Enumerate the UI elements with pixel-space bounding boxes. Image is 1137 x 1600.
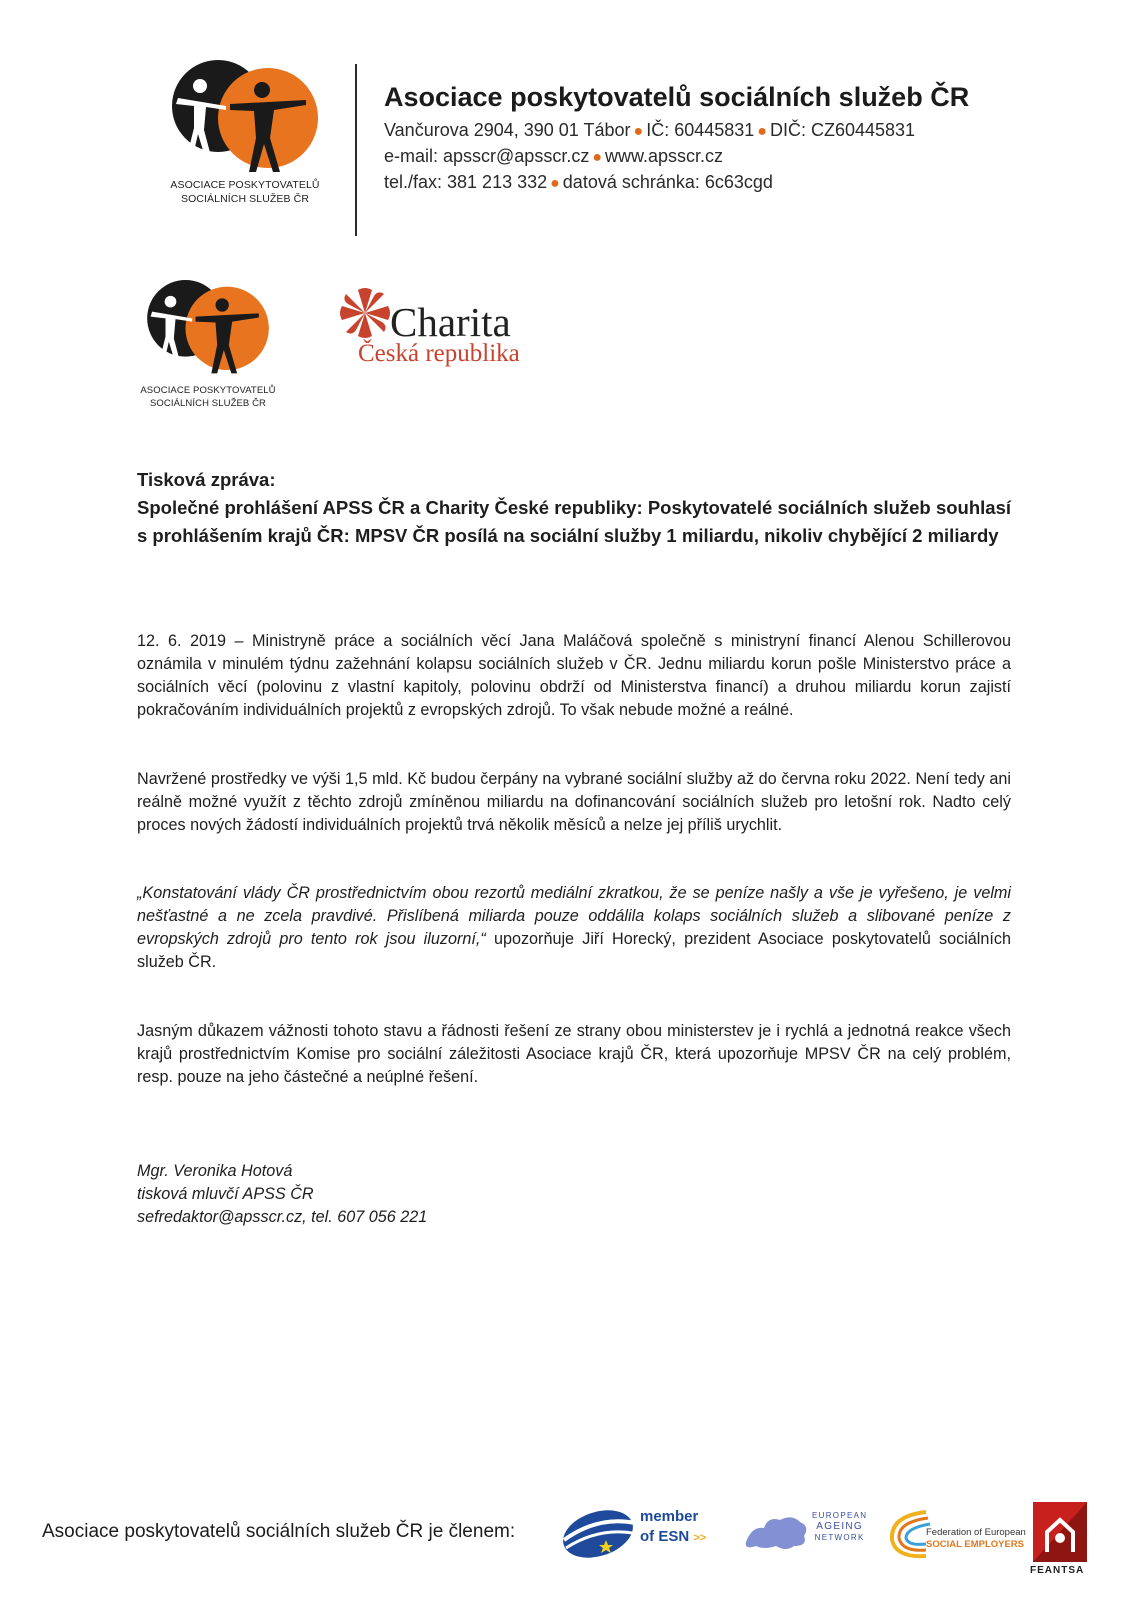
ean-line3: NETWORK (814, 1533, 865, 1542)
article-headline: Společné prohlášení APSS ČR a Charity České republiky: Poskytovatelé sociálních služeb souhlasí s prohlášením krajů ČR: MPSV ČR posílá na sociální služby 1 miliardu, nikoliv chybějící 2 miliardy (137, 497, 1011, 546)
apss-partner-caption (135, 384, 281, 410)
bullet-icon: ● (592, 149, 602, 166)
logo-caption-line2: SOCIÁLNÍCH SLUŽEB ČR (180, 193, 310, 205)
fese-line2: SOCIAL EMPLOYERS (926, 1539, 1025, 1550)
apss-logo-partner (140, 280, 276, 410)
partner-caption-line2: SOCIÁLNÍCH SLUŽEB ČR (149, 398, 267, 409)
article-heading (137, 466, 1011, 550)
header-divider (355, 64, 357, 236)
esn-of-esn: of ESN (640, 1528, 690, 1545)
fese-line1: Federation of European (926, 1527, 1026, 1538)
org-web[interactable]: www.apsscr.cz (605, 146, 724, 166)
charita-logo-subtitle: Česká republika (358, 340, 520, 367)
paragraph-4: Jasným důkazem vážnosti tohoto stavu a řádnosti řešení ze strany obou ministerstev je i rychlá a jednotná reakce všech krajů prostřednictvím Komise pro sociální záležitosti Asociace krajů ČR, která upozorňuje MPSV ČR na celý problém, resp. pouze na jeho částečné a neúplné řešení. (137, 1022, 1011, 1086)
signature-name: Mgr. Veronika Hotová (137, 1162, 293, 1180)
charita-logo-word: Charita (390, 299, 511, 345)
feantsa-logo-icon (1033, 1502, 1087, 1562)
org-ic: IČ: 60445831 (646, 120, 755, 140)
signature-role: tisková mluvčí APSS ČR (137, 1185, 314, 1203)
esn-of-esn-line (640, 1528, 706, 1545)
ean-wordmark (812, 1510, 867, 1543)
org-contact-line (384, 146, 723, 167)
paragraph-2: Navržené prostředky ve výši 1,5 mld. Kč budou čerpány na vybrané sociální služby až do června roku 2022. Není tedy ani reálně možné využít z těchto zdrojů zmíněnou miliardu na dofinancování sociálních služeb pro letošní rok. Nadto celý proces nových žádostí individuálních projektů trvá několik měsíců a nelze jej příliš urychlit. (137, 770, 1011, 834)
paragraph-1: 12. 6. 2019 – Ministryně práce a sociálních věcí Jana Maláčová společně s ministryní financí Alenou Schillerovou oznámila v minulém týdnu zažehnání kolapsu sociálních služeb v ČR. Jednu miliardu korun pošle Ministerstvo práce a sociálních věcí (polovinu z vlastní kapitoly, polovinu obdrží od Ministerstva financí) a druhou miliardu korun zajistí pokračováním individuálních projektů z evropských zdrojů. To však nebude možné a reálné. (137, 632, 1011, 719)
press-label: Tisková zpráva: (137, 469, 276, 490)
org-email[interactable]: e-mail: apsscr@apsscr.cz (384, 146, 590, 166)
org-phone: tel./fax: 381 213 332 (384, 172, 548, 192)
bullet-icon: ● (757, 123, 767, 140)
org-address-line (384, 120, 915, 141)
feantsa-wordmark: FEANTSA (1030, 1565, 1085, 1576)
org-name: Asociace poskytovatelů sociálních služeb ČR (384, 82, 970, 112)
charita-cross-icon (338, 286, 392, 340)
apss-logo-figures-icon (170, 60, 320, 180)
signature-contact[interactable]: sefredaktor@apsscr.cz, tel. 607 056 221 (137, 1208, 428, 1226)
org-address: Vančurova 2904, 390 01 Tábor (384, 120, 631, 140)
esn-member-line: member (640, 1508, 699, 1525)
bullet-icon: ● (550, 175, 560, 192)
org-phone-line (384, 172, 773, 193)
quote-attribution: upozorňuje Jiří Horecký, prezident Asociace poskytovatelů sociálních služeb ČR. (137, 930, 1011, 971)
apss-logo-figures-icon (143, 280, 273, 380)
membership-statement: Asociace poskytovatelů sociálních služeb ČR je členem: (42, 1521, 516, 1542)
org-databox: datová schránka: 6c63cgd (562, 172, 773, 192)
partner-caption-line1: ASOCIACE POSKYTOVATELŮ (140, 385, 276, 396)
bullet-icon: ● (633, 123, 644, 140)
paragraph-3 (137, 882, 1011, 974)
quote-text: „Konstatování vlády ČR prostřednictvím obou rezortů mediální zkratkou, že se peníze našly a vše je vyřešeno, je velmi nešťastné a ne zcela pravdivé. Přislíbená miliarda pouze oddálila kolaps sociálních služeb a slibované peníze z evropských zdrojů pro tento rok jsou iluzorní,“ (137, 884, 1011, 948)
ean-line2: AGEING (816, 1521, 863, 1532)
esn-logo-icon (560, 1504, 644, 1562)
logo-caption-line1: ASOCIACE POSKYTOVATELŮ (170, 179, 320, 191)
apss-logo-caption (160, 178, 330, 206)
apss-logo-header (170, 60, 320, 210)
org-dic: DIČ: CZ60445831 (769, 120, 916, 140)
ean-europe-map-icon (742, 1512, 812, 1552)
ean-line1: EUROPEAN (812, 1511, 868, 1520)
esn-arrows: >> (693, 1532, 707, 1544)
